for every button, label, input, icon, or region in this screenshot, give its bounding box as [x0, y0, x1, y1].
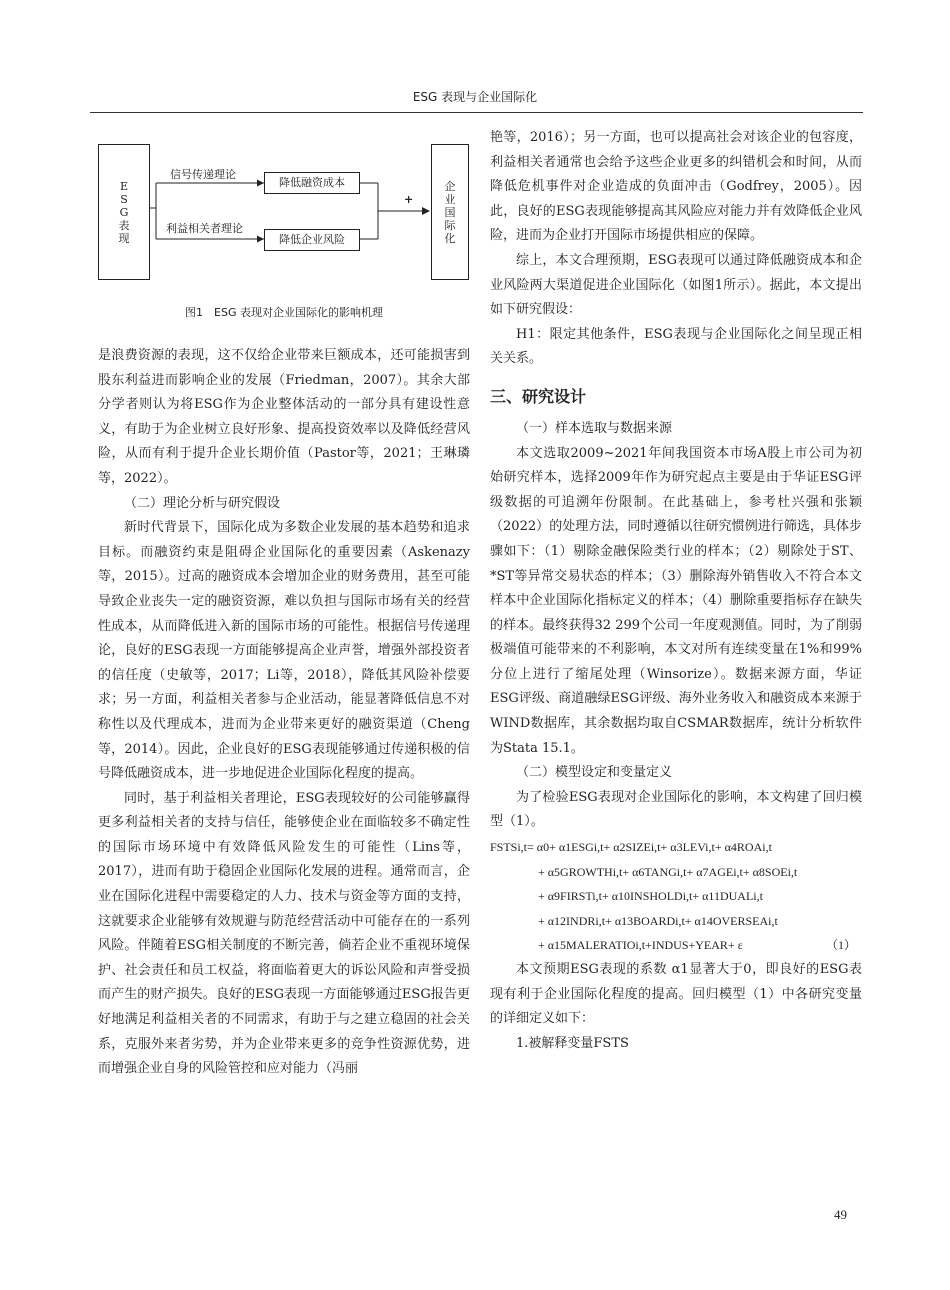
regression-equation — [490, 835, 862, 958]
plus-sign: + — [404, 193, 414, 206]
equation-line-4: + α12INDRi,t+ α13BOARDi,t+ α14OVERSEAi,t — [538, 913, 778, 928]
right-paragraph-2: 综上，本文合理预期，ESG表现可以通过降低融资成本和企业风险两大渠道促进企业国际化（如图1所示）。据此，本文提出如下研究假设： — [490, 252, 862, 318]
equation-line-5: + α15MALERATIOi,t+INDUS+YEAR+ ε — [538, 938, 743, 953]
reduce-financing-cost-box: 降低融资成本 — [264, 172, 360, 194]
internationalization-box: 企 业 国 际 化 — [431, 144, 469, 280]
running-header: ESG 表现与企业国际化 — [412, 90, 538, 104]
right-paragraph-model: 为了检验ESG表现对企业国际化的影响，本文构建了回归模型（1）。 — [490, 789, 862, 830]
right-paragraph-1: 艳等，2016）；另一方面，也可以提高社会对该企业的包容度，利益相关者通常也会给予这些企业更多的纠错机会和时间，从而降低危机事件对企业造成的负面冲击（Godfrey，2005）。因此，良好的ESG表现能够提高其风险应对能力并有效降低企业风险，进而为企业打开国际市场提供相应的保障。 — [490, 130, 862, 244]
left-paragraph-1: 是浪费资源的表现，这不仅给企业带来巨额成本，还可能损害到股东利益进而影响企业的发展（Friedman，2007）。其余大部分学者则认为将ESG作为企业整体活动的一部分具有建设性意义，有助于为企业树立良好形象、提高投资效率以及降低经营风险，从而有利于提升企业长期价值（Pastor等，2021；王琳璘等，2022）。 — [98, 348, 470, 486]
section-heading-research-design: 三、研究设计 — [490, 386, 587, 406]
equation-number: （1） — [825, 938, 856, 953]
figure-connectors — [98, 136, 470, 286]
right-column — [490, 126, 862, 1056]
hypothesis-h1: H1：限定其他条件，ESG表现与企业国际化之间呈现正相关关系。 — [490, 326, 862, 367]
mechanism-figure — [98, 136, 470, 286]
header-rule — [90, 112, 863, 113]
equation-line-1: FSTSi,t= α0+ α1ESGi,t+ α2SIZEi,t+ α3LEVi,t+ α4ROAi,t — [490, 840, 772, 855]
subsection-theory: （二）理论分析与研究假设 — [124, 495, 281, 511]
subsection-dependent-variable: 1.被解释变量FSTS — [516, 1035, 629, 1051]
page-number: 49 — [834, 1207, 847, 1222]
equation-line-3: + α9FIRSTi,t+ α10INSHOLDi,t+ α11DUALi,t — [538, 889, 763, 904]
subsection-model: （二）模型设定和变量定义 — [516, 765, 673, 781]
right-paragraph-expectation: 本文预期ESG表现的系数 α1显著大于0，即良好的ESG表现有利于企业国际化程度的提高。回归模型（1）中各研究变量的详细定义如下： — [490, 962, 862, 1027]
reduce-firm-risk-box: 降低企业风险 — [264, 229, 360, 251]
signal-theory-label: 信号传递理论 — [170, 168, 236, 181]
subsection-sample: （一）样本选取与数据来源 — [516, 420, 673, 436]
esg-performance-box: E S G 表 现 — [98, 144, 150, 280]
right-paragraph-sample: 本文选取2009~2021年间我国资本市场A股上市公司为初始研究样本，选择2009年作为研究起点主要是由于华证ESG评级数据的可追溯年份限制。在此基础上，参考杜兴强和张颖（2022）的处理方法，同时遵循以往研究惯例进行筛选，具体步骤如下：（1）剔除金融保险类行业的样本；（2）剔除处于ST、*ST等异常交易状态的样本；（3）删除海外销售收入不符合本文样本中企业国际化指标定义的样本；（4）删除重要指标存在缺失的样本。最终获得32 299个公司一年度观测值。同时，为了削弱极端值可能带来的不利影响，本文对所有连续变量在1%和99%分位上进行了缩尾处理（Winsorize）。数据来源方面，华证ESG评级、商道融绿ESG评级、海外业务收入和融资成本来源于WIND数据库，其余数据均取自CSMAR数据库，统计分析软件为Stata 15.1。 — [490, 445, 862, 756]
figure-caption: 图1 ESG 表现对企业国际化的影响机理 — [185, 306, 383, 319]
equation-line-5-wrapper — [490, 933, 862, 958]
left-paragraph-2: 新时代背景下，国际化成为多数企业发展的基本趋势和追求目标。而融资约束是阻碍企业国际化的重要因素（Askenazy等，2015）。过高的融资成本会增加企业的财务费用，甚至可能导致企业丧失一定的融资资源，难以负担与国际市场有关的经营性成本，从而降低进入新的国际市场的可能性。根据信号传递理论，良好的ESG表现一方面能够提高企业声誉，增强外部投资者的信任度（史敏等，2017；Li等，2018），降低其风险补偿要求；另一方面，利益相关者参与企业活动，能显著降低信息不对称性以及代理成本，进而为企业带来更好的融资渠道（Cheng等，2014）。因此，企业良好的ESG表现能够通过传递积极的信号降低融资成本，进一步地促进企业国际化程度的提高。 — [98, 520, 470, 782]
equation-line-2: + α5GROWTHi,t+ α6TANGi,t+ α7AGEi,t+ α8SOEi,t — [538, 864, 798, 879]
stakeholder-theory-label: 利益相关者理论 — [166, 222, 243, 235]
left-column — [98, 344, 470, 1082]
left-paragraph-3: 同时，基于利益相关者理论，ESG表现较好的公司能够赢得更多利益相关者的支持与信任，能够使企业在面临较多不确定性的国际市场环境中有效降低风险发生的可能性（Lins等，2017），进而有助于稳固企业国际化发展的进程。通常而言，企业在国际化进程中需要稳定的人力、技术与资金等方面的支持，这就要求企业能够有效规避与防范经营活动中可能存在的一系列风险。伴随着ESG相关制度的不断完善，倘若企业不重视环境保护、社会责任和员工权益，将面临着更大的诉讼风险和声誉受损而产生的财产损失。良好的ESG表现一方面能够通过ESG报告更好地满足利益相关者的不同需求，有助于与之建立稳固的社会关系，克服外来者劣势，并为企业带来更多的竞争性资源优势，进而增强企业自身的风险管控和应对能力（冯丽 — [98, 790, 470, 1077]
